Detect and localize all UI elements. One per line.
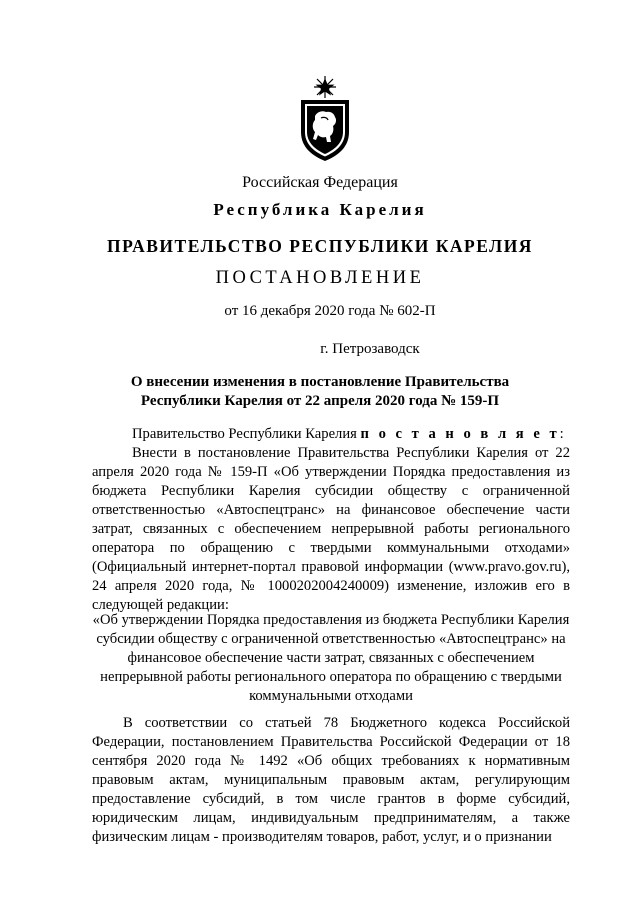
resolution-subject: Правительство Республики Карелия — [132, 426, 361, 442]
body-continued — [92, 714, 570, 847]
document-date: от 16 декабря 2020 года № 602-П — [224, 303, 436, 319]
document-title-line-2: Республики Карелия от 22 апреля 2020 года № 159-П — [140, 393, 500, 409]
republic-name: Республика Карелия — [213, 200, 427, 219]
body-intro — [92, 425, 570, 615]
paragraph-2: В соответствии со статьей 78 Бюджетного кодекса Российской Федерации, постановлением Правительства Российской Федерации от 18 сентября 2020 года № 1492 «Об общих требованиях к нормативным правовым актам, муниципальным правовым актам, регулирующим предоставление субсидий, в том числе грантов в форме субсидий, юридическим лицам, индивидуальным предпринимателям, а также физическим лицам - производителям товаров, работ, услуг, и о признании — [92, 715, 570, 845]
paragraph-1: Внести в постановление Правительства Республики Карелия от 22 апреля 2020 года № 159-П «Об утверждении Порядка предоставления из бюджета Республики Карелия субсидии обществу с ограниченной ответственностью «Автоспецтранс» на финансовое обеспечение части затрат, связанных с обеспечением непрерывной работы регионального оператора по обращению с твердыми коммунальными отходами» (Официальный интернет-портал правовой информации (www.pravo.gov.ru), 24 апреля 2020 года, № 1000202004240009) изменение, изложив его в следующей редакции: — [92, 445, 570, 613]
document-title-line-1: О внесении изменения в постановление Правительства — [130, 374, 510, 390]
government-title: ПРАВИТЕЛЬСТВО РЕСПУБЛИКИ КАРЕЛИЯ — [107, 236, 533, 256]
karelia-coat-of-arms-icon — [297, 76, 353, 162]
resolution-verb: п о с т а н о в л я е т — [360, 426, 560, 442]
quoted-title: «Об утверждении Порядка предоставления из бюджета Республики Карелия субсидии обществу с ограниченной ответственностью «Автоспецтранс» на финансовое обеспечение части затрат, связанных с обеспечением непрерывной работы регионального оператора по обращению с твердыми коммунальными отходами — [92, 612, 570, 704]
resolution-statement — [92, 425, 570, 444]
country-name: Российская Федерация — [242, 174, 398, 191]
document-title — [0, 373, 640, 411]
document-type: ПОСТАНОВЛЕНИЕ — [215, 268, 425, 288]
resolution-colon: : — [559, 426, 564, 442]
document-city: г. Петрозаводск — [320, 341, 420, 357]
